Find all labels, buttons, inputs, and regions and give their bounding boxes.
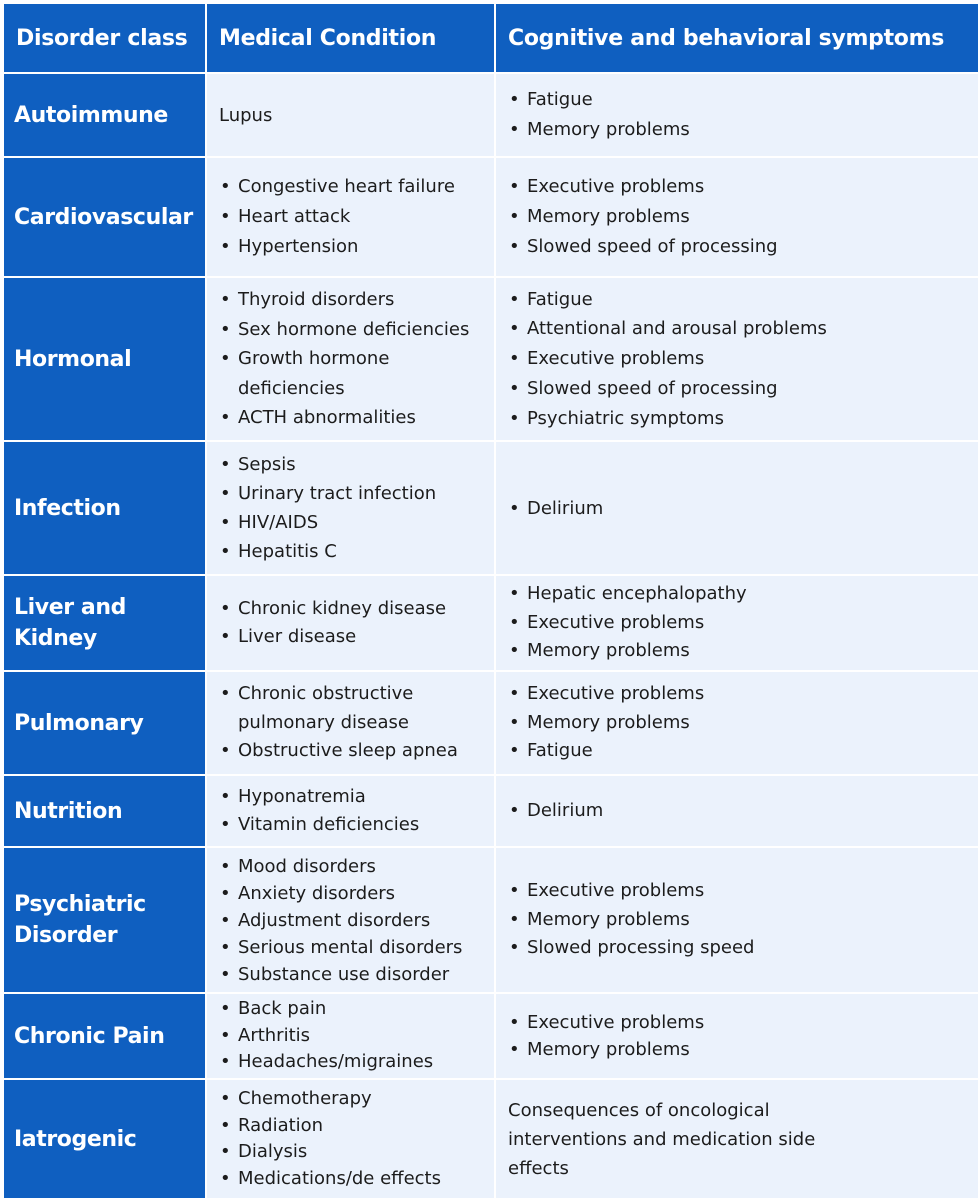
- list-item: • Urinary tract infection: [219, 479, 486, 508]
- table-row: [3, 157, 979, 277]
- condition-list: [207, 996, 494, 1076]
- condition-cell: [206, 847, 495, 993]
- list-item: • Memory problems: [508, 709, 970, 738]
- header-disorder-class: Disorder class: [3, 3, 206, 73]
- condition-cell: [206, 157, 495, 277]
- header-symptoms: Cognitive and behavioral symptoms: [495, 3, 979, 73]
- symptom-list: [496, 797, 978, 825]
- condition-text: Lupus: [219, 104, 273, 126]
- disorder-class-cell: Cardiovascular: [3, 157, 206, 277]
- disorder-class-cell: Autoimmune: [3, 73, 206, 157]
- list-item: • Slowed speed of processing: [508, 232, 970, 262]
- list-item: • Radiation: [219, 1113, 486, 1140]
- list-item: • Executive problems: [508, 609, 970, 638]
- symptom-list: [496, 494, 978, 523]
- list-item: • Arthritis: [219, 1023, 486, 1050]
- list-item: • Back pain: [219, 996, 486, 1023]
- disorder-class-cell: Iatrogenic: [3, 1079, 206, 1199]
- table-row: [3, 775, 979, 847]
- list-item: • Fatigue: [508, 737, 970, 766]
- list-item: • Attentional and arousal problems: [508, 314, 970, 344]
- table-row: [3, 277, 979, 441]
- condition-cell: [206, 671, 495, 775]
- list-item: • Obstructive sleep apnea: [219, 737, 486, 766]
- list-item: • Fatigue: [508, 285, 970, 315]
- list-item: • Executive problems: [508, 877, 970, 906]
- symptom-list: [496, 85, 978, 145]
- condition-cell: [206, 575, 495, 671]
- list-item: • Heart attack: [219, 202, 486, 232]
- symptoms-cell: [495, 157, 979, 277]
- list-item: • Substance use disorder: [219, 961, 486, 988]
- list-item: • Memory problems: [508, 115, 970, 145]
- condition-list: [207, 783, 494, 839]
- list-item: • Slowed speed of processing: [508, 374, 970, 404]
- symptoms-text: Consequences of oncological interventions and medication side effects: [508, 1099, 816, 1179]
- condition-list: [207, 853, 494, 988]
- symptoms-cell: [495, 575, 979, 671]
- symptoms-cell: [495, 1079, 979, 1199]
- header-medical-condition: Medical Condition: [206, 3, 495, 73]
- disorder-table: [2, 2, 980, 1200]
- table-row: [3, 575, 979, 671]
- list-item: • Delirium: [508, 494, 970, 523]
- disorder-class-cell: Nutrition: [3, 775, 206, 847]
- list-item: • Adjustment disorders: [219, 907, 486, 934]
- list-item: • Hyponatremia: [219, 783, 486, 811]
- condition-cell: [206, 277, 495, 441]
- list-item: • Mood disorders: [219, 853, 486, 880]
- symptom-list: [496, 680, 978, 766]
- symptoms-cell: [495, 671, 979, 775]
- condition-cell: [206, 775, 495, 847]
- list-item: • Delirium: [508, 797, 970, 825]
- list-item: • Congestive heart failure: [219, 172, 486, 202]
- list-item: • Liver disease: [219, 623, 486, 652]
- condition-cell: [206, 441, 495, 575]
- list-item: • Sex hormone deficiencies: [219, 315, 486, 345]
- list-item: • Memory problems: [508, 637, 970, 666]
- list-item: • Psychiatric symptoms: [508, 404, 970, 434]
- list-item: • Dialysis: [219, 1139, 486, 1166]
- list-item: • Hepatitis C: [219, 537, 486, 566]
- symptoms-cell: [495, 73, 979, 157]
- list-item: • Growth hormone deficiencies: [219, 344, 486, 403]
- list-item: • Memory problems: [508, 202, 970, 232]
- table-body: [3, 73, 979, 1199]
- list-item: • Hepatic encephalopathy: [508, 580, 970, 609]
- symptoms-cell: [495, 277, 979, 441]
- disorder-class-cell: Psychiatric Disorder: [3, 847, 206, 993]
- list-item: • HIV/AIDS: [219, 508, 486, 537]
- symptom-list: [496, 877, 978, 963]
- table-row: [3, 993, 979, 1079]
- condition-list: [207, 1086, 494, 1192]
- list-item: • Executive problems: [508, 1009, 970, 1036]
- symptoms-cell: [495, 441, 979, 575]
- list-item: • Serious mental disorders: [219, 934, 486, 961]
- list-item: • ACTH abnormalities: [219, 403, 486, 433]
- list-item: • Memory problems: [508, 906, 970, 935]
- condition-cell: [206, 993, 495, 1079]
- table-row: [3, 73, 979, 157]
- list-item: • Chemotherapy: [219, 1086, 486, 1113]
- condition-list: [207, 595, 494, 652]
- condition-cell: [206, 73, 495, 157]
- condition-list: [207, 285, 494, 433]
- list-item: • Headaches/migraines: [219, 1049, 486, 1076]
- list-item: • Slowed processing speed: [508, 934, 970, 963]
- list-item: • Medications/de effects: [219, 1166, 486, 1193]
- symptom-list: [496, 285, 978, 434]
- disorder-class-cell: Chronic Pain: [3, 993, 206, 1079]
- condition-list: [207, 680, 494, 766]
- symptom-list: [496, 172, 978, 262]
- table-row: [3, 441, 979, 575]
- list-item: • Hypertension: [219, 232, 486, 262]
- list-item: • Vitamin deficiencies: [219, 811, 486, 839]
- symptoms-cell: [495, 847, 979, 993]
- disorder-class-cell: Infection: [3, 441, 206, 575]
- list-item: • Executive problems: [508, 680, 970, 709]
- symptom-list: [496, 1009, 978, 1063]
- symptoms-cell: [495, 993, 979, 1079]
- disorder-class-cell: Liver and Kidney: [3, 575, 206, 671]
- list-item: • Executive problems: [508, 344, 970, 374]
- list-item: • Sepsis: [219, 450, 486, 479]
- condition-list: [207, 172, 494, 262]
- list-item: • Fatigue: [508, 85, 970, 115]
- disorder-class-cell: Hormonal: [3, 277, 206, 441]
- condition-cell: [206, 1079, 495, 1199]
- table-row: [3, 847, 979, 993]
- table-row: [3, 671, 979, 775]
- symptom-list: [496, 580, 978, 666]
- symptoms-cell: [495, 775, 979, 847]
- list-item: • Executive problems: [508, 172, 970, 202]
- list-item: • Chronic kidney disease: [219, 595, 486, 624]
- list-item: • Chronic obstructive pulmonary disease: [219, 680, 486, 737]
- list-item: • Thyroid disorders: [219, 285, 486, 315]
- table-row: [3, 1079, 979, 1199]
- list-item: • Memory problems: [508, 1036, 970, 1063]
- disorder-class-cell: Pulmonary: [3, 671, 206, 775]
- list-item: • Anxiety disorders: [219, 880, 486, 907]
- header-row: [3, 3, 979, 73]
- condition-list: [207, 450, 494, 566]
